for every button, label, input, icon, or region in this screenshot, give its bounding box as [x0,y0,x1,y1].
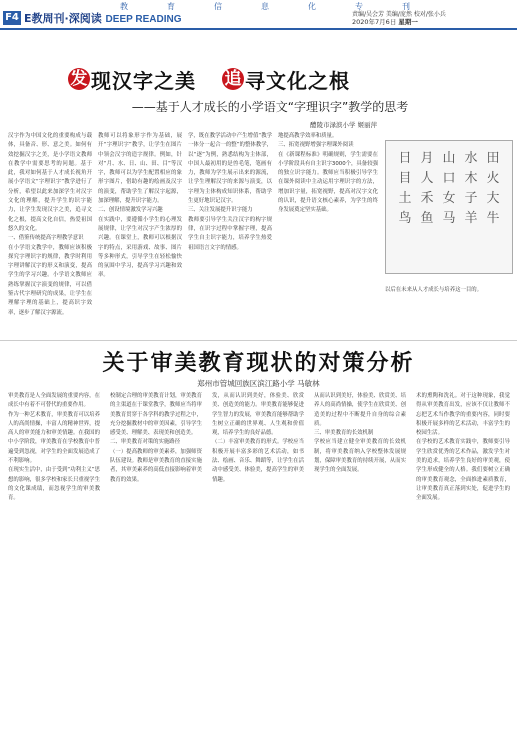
pictograph: 女 [442,191,456,206]
pictograph: 土 [398,191,412,206]
article2-headline: 关于审美教育现状的对策分析 [102,351,415,376]
article2-column-3: 发，从而认识到美好，体验美、欣赏美、创造美的能力。审美教育能够促进学生智力的发展，审美教育能够帮助学生树立正确的世界观、人生观和价值观，培养学生的良好品德。 （二）丰富审美教育的形式。学校应当积极开展丰富多彩的艺术活动，如书法、绘画、音乐、舞蹈等，让学生在活动中感受美、体验美，提高学生的审美情趣。 [212,393,304,483]
article1-column-4: 地提高教学效率和质量。 三、拓宽视野增强字理课外阅读 在《新课程标准》明确规则，学生需要在小学阶段具有自主识字3000个，具备较强的独立识字能力。教师应当积极引导学生在课外阅读中主动运用字理识字的方法，增加识字量，拓宽视野，提高对汉字文化的认识，提升语文核心素养，为学生的终身发展奠定坚实基础。 [278,133,378,214]
article1-column-3: 学，既在教学活动中产生增值“教学一体分一起合一的整”的整体教学，以“逐”为例，熟悉结构为主体部，中国人最初用的是兽毛笔，笔画有力，教师为学生展示出来的源流，让学生理解汉字的来源与演变，以字理为主体构成知识体系，帮助学生更好地识记汉字。 三、关注发展提升识字能力 教师要引导学生关注汉字的构字规律，在识字过程中掌握字理，提高学生自主识字能力，培养学生热爱祖国语言文字的情感。 [188,133,272,251]
headline-part: 寻文化之根 [245,68,350,93]
pictograph: 马 [442,211,456,226]
section-name [24,10,182,26]
article1-subtitle: ——基于人才成长的小学语文“字理识字”教学的思考 [131,100,409,114]
pictograph-grid [394,147,504,227]
article2-column-1: 审美教育是人全面发展的重要内容，在成长中有着不可替代的重要作用。 作为一种艺术教育，审美教育可以培养人的高尚情操，丰富人的精神世界，提高人的审美能力和审美情趣。在我国的中小学阶段，审美教育在学校教育中普遍受到忽视，对学生的全面发展造成了不利影响。 在现实生活中，由于受到“功利主义”思想的影响，很多学校和家长只重视学生的文化课成绩，而忽视学生的审美教育。 [8,393,100,502]
article1-column-2: 教师可以将象形字作为基础，展开“字理识字”教学，让学生在图片中领会汉字的造字规律。例如，针对“月、水、日、山、田、目”等汉字，教师可以为学生配置相应的象形字图片，借助有趣的绘画及汉字的演变，帮助学生了解汉字起源，加深理解，提升识字能力。 二、创设情境激发学习兴趣 在实践中，要遵循小学生的心理发展规律，让学生对汉字产生浓厚的兴趣。在课堂上，教师可以根据汉字的特点，采用游戏、故事、图片等多种形式，引导学生在轻松愉快的氛围中学习，提高学习兴趣和效率。 [98,133,182,279]
pictograph: 禾 [420,191,434,206]
pictograph: 田 [486,151,500,166]
headline-circle-char: 发 [68,68,90,90]
pictograph-figure [385,140,513,274]
figure-caption: 以后在未来从人才成长与培养这一目的。 [385,287,483,293]
pictograph: 牛 [486,211,500,226]
date-text: 2020年7月6日 [352,18,397,26]
article1-byline: 醴陵市渌滨小学 姬丽萍 [310,121,378,129]
pictograph: 口 [442,171,456,186]
section-name-en: DEEP READING [105,14,182,25]
article2-byline: 郑州市管城回族区滨江路小学 马敏林 [197,379,320,388]
top-char: 化 [308,2,316,11]
top-char: 息 [261,2,269,11]
pictograph: 木 [464,171,478,186]
pictograph: 大 [486,191,500,206]
pictograph: 目 [398,171,412,186]
headline-part: 现汉字之美 [91,68,196,93]
top-char: 教 [120,2,128,11]
top-char: 信 [214,2,222,11]
pictograph: 鸟 [398,211,412,226]
pictograph: 水 [464,151,478,166]
pictograph: 火 [486,171,500,186]
top-char: 专 [355,2,363,11]
pictograph: 人 [420,171,434,186]
article1-column-1: 汉字作为中国文化的重要构成与载体，具备音、形、意之美。如何有效挖掘汉字之美，是小学语文教师在教学中需要思考的问题。基于此，我对如何基于人才成长视角开展小学语文“字理识字”教学进行了分析，希望以此来加深学生对汉字文化的理解，提升学生的识字能力，让学生发现汉字之美，追寻文化之根，提高文化自信，热爱祖国悠久的文化。 一、借鉴传统提高字理教学意识 在小学语文教学中，教师应该积极探究字理识字的规律，教学时利用字理讲解汉字的形义和演变，提高学生的学习兴趣。小学语文教师应熟练掌握汉字演变的规律，可以借鉴古代字理研究的成果，让学生在理解字理的基础上，提高识字效率，逐步了解汉字源流。 [8,133,92,316]
headline-circle-char: 追 [222,68,244,90]
article2-column-5: 术的熏陶和洗礼。对于这种现象，我觉得从审美教育出发，应该不仅让教师不忘把艺术当作教学的重要内容，同时要积极开展多样的艺术活动，丰富学生的校园生活。 在学校的艺术教育实践中，教师要引导学生欣赏优秀的艺术作品，激发学生对美的追求，培养学生良好的审美观，使学生形成健全的人格。我们要树立正确的审美教育观念，全面推进素质教育，让审美教育真正落到实处，促进学生的全面发展。 [416,393,510,502]
article2-column-4: 从而认识到美好，体验美、欣赏美、培养人的高尚情操，使学生在欣赏美、创造美的过程中不断提升自身的综合素质。 三、审美教育的长效机制 学校应当建立健全审美教育的长效机制，将审美教育纳入学校整体发展规划，保障审美教育的持续开展，从而实现学生的全面发展。 [314,393,406,474]
pictograph: 子 [464,191,478,206]
weekday-text: 星期一 [398,18,418,26]
article2-column-2: 校制定合理的审美教育计划，审美教育的主渠道在于课堂教学，教师应当将审美教育贯穿于各学科的教学过程之中，充分挖掘教材中的审美因素，引导学生感受美、理解美、表现美和创造美。 二、审美教育对策的实施路径 （一）提高教师的审美素养，加强师资队伍建设。教师是审美教育的直接实施者，其审美素养的高低直接影响着审美教育的效果。 [110,393,202,483]
pictograph: 羊 [464,211,478,226]
pictograph: 山 [442,151,456,166]
issue-date [352,17,418,26]
article1-headline [68,64,448,94]
pictograph: 鱼 [420,211,434,226]
top-char: 刊 [402,2,410,11]
pictograph: 日 [398,151,412,166]
section-name-cn: E教周刊·深阅读 [24,12,102,25]
pictograph: 月 [420,151,434,166]
page-number: F4 [3,11,21,25]
top-char: 育 [167,2,175,11]
editors-line: 责编/吴会芳 美编/庞然 校对/张小兵 [352,11,446,18]
article-divider [0,340,517,341]
